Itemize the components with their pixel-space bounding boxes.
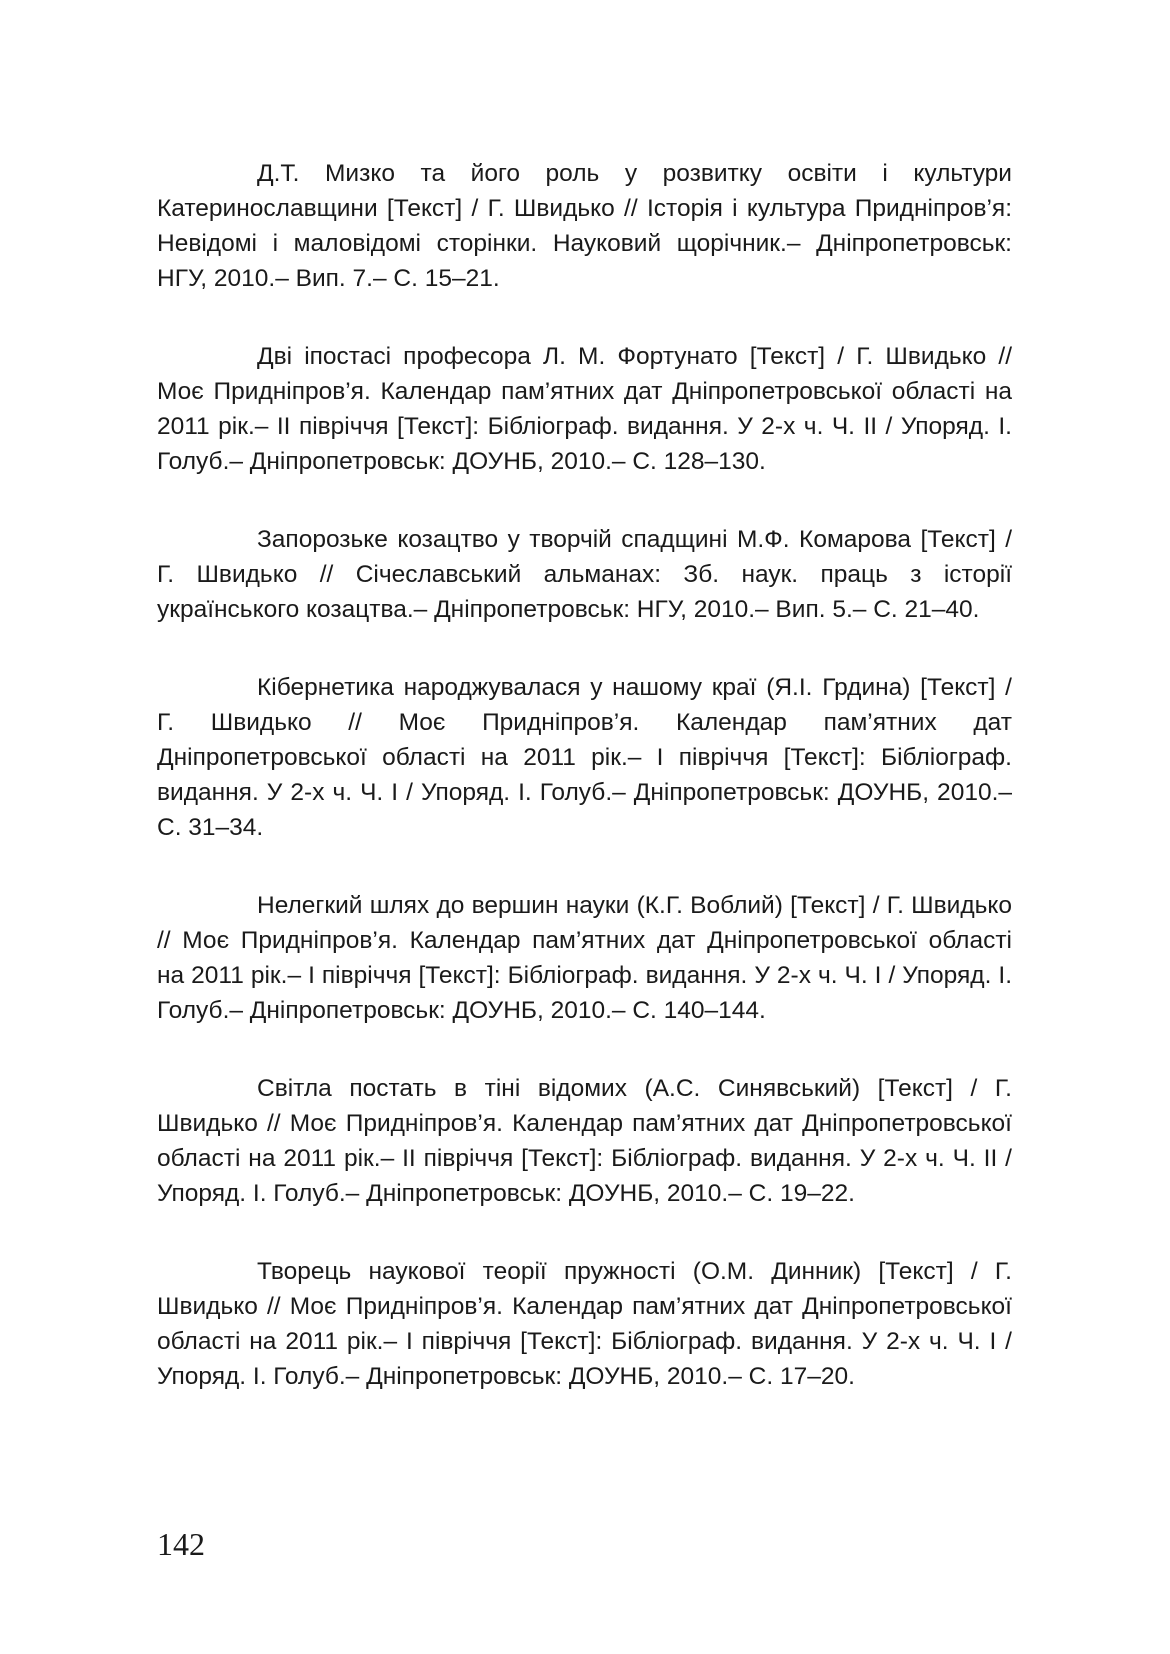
bibliography-entry: Дві іпостасі професора Л. М. Фортунато [Текст] / Г. Швидько // Моє Придніпров’я. Календар пам’ятних дат Дніпропетровської області на 2011 рік.– ІІ півріччя [Текст]: Бібліограф. видання. У 2-х ч. Ч. ІІ / Упоряд. І. Голуб.– Дніпропетровськ: ДОУНБ, 2010.– С. 128–130. xyxy=(157,343,1012,475)
page-number: 142 xyxy=(157,1526,205,1562)
bibliography-entry: Кібернетика народжувалася у нашому краї (Я.І. Грдина) [Текст] / Г. Швидько // Моє Придніпров’я. Календар пам’ятних дат Дніпропетровської області на 2011 рік.– І півріччя [Текст]: Бібліограф. видання. У 2-х ч. Ч. І / Упоряд. І. Голуб.– Дніпропетровськ: ДОУНБ, 2010.– С. 31–34. xyxy=(157,674,1012,841)
bibliography-entry: Світла постать в тіні відомих (А.С. Синявський) [Текст] / Г. Швидько // Моє Придніпров’я. Календар пам’ятних дат Дніпропетровської області на 2011 рік.– ІІ півріччя [Текст]: Бібліограф. видання. У 2-х ч. Ч. ІІ / Упоряд. І. Голуб.– Дніпропетровськ: ДОУНБ, 2010.– С. 19–22. xyxy=(157,1075,1012,1207)
bibliography-entry: Запорозьке козацтво у творчій спадщині М.Ф. Комарова [Текст] / Г. Швидько // Січеславський альманах: Зб. наук. праць з історії українського козацтва.– Дніпропетровськ: НГУ, 2010.– Вип. 5.– С. 21–40. xyxy=(157,526,1012,623)
bibliography-entry: Д.Т. Мизко та його роль у розвитку освіти і культури Катеринославщини [Текст] / Г. Швидько // Історія і культура Придніпров’я: Невідомі і маловідомі сторінки. Науковий щорічник.– Дніпропетровськ: НГУ, 2010.– Вип. 7.– С. 15–21. xyxy=(157,160,1012,292)
bibliography-entry: Творець наукової теорії пружності (О.М. Динник) [Текст] / Г. Швидько // Моє Придніпров’я. Календар пам’ятних дат Дніпропетровської області на 2011 рік.– І півріччя [Текст]: Бібліограф. видання. У 2-х ч. Ч. І / Упоряд. І. Голуб.– Дніпропетровськ: ДОУНБ, 2010.– С. 17–20. xyxy=(157,1258,1012,1390)
bibliography-list xyxy=(157,156,1012,1437)
bibliography-entry: Нелегкий шлях до вершин науки (К.Г. Воблий) [Текст] / Г. Швидько // Моє Придніпров’я. Календар пам’ятних дат Дніпропетровської області на 2011 рік.– І півріччя [Текст]: Бібліограф. видання. У 2-х ч. Ч. І / Упоряд. І. Голуб.– Дніпропетровськ: ДОУНБ, 2010.– С. 140–144. xyxy=(157,892,1012,1024)
